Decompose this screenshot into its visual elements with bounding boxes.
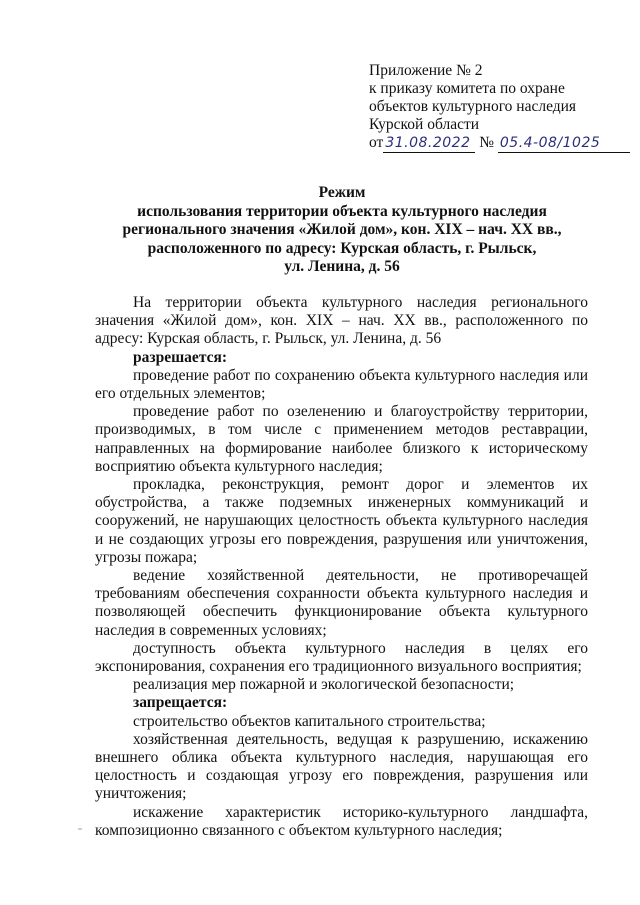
title-line-4: расположенного по адресу: Курская область, г. Рыльск, (147, 239, 537, 257)
order-date-number-line (369, 134, 629, 154)
appendix-order-line: к приказу комитета по охране (369, 80, 565, 97)
title-line-5: ул. Ленина, д. 56 (284, 258, 400, 275)
scan-speck (78, 828, 82, 830)
allowed-item-2: проведение работ по озеленению и благоустройству территории, производимых, в том числе с применением методов реставрации, направленных на формирование наиболее близкого к историческому восприятию объекта культурного наследия; (95, 403, 588, 475)
forbidden-item-2: хозяйственная деятельность, ведущая к разрушению, искажению внешнего облика объекта культурного наследия, нарушающая его целостность и создающая угрозу его повреждения, разрушения или уничтожения; (95, 730, 588, 803)
forbidden-item-1: строительство объектов капитального строительства; (133, 712, 486, 730)
title-line-1: Режим (318, 184, 366, 201)
document-body (95, 294, 588, 840)
document-title (96, 184, 588, 277)
allowed-item-1: проведение работ по сохранению объекта культурного наследия или его отдельных элементов; (95, 366, 588, 403)
order-date (383, 134, 475, 153)
order-number-handwritten: 05.4-08/1025 (499, 135, 601, 151)
from-prefix: от (369, 134, 384, 151)
forbidden-heading: запрещается: (133, 694, 228, 712)
appendix-number: Приложение № 2 (369, 62, 483, 79)
allowed-heading: разрешается: (133, 348, 228, 366)
order-number (498, 134, 630, 153)
number-prefix: № (479, 134, 494, 151)
appendix-committee-line: объектов культурного наследия (369, 98, 577, 115)
forbidden-item-3: искажение характеристик историко-культурного ландшафта, композиционно связанного с объектом культурного наследия; (95, 803, 588, 839)
intro-paragraph: На территории объекта культурного наследия регионального значения «Жилой дом», кон. XIX – нач. XX вв., расположенного по адресу: Курская область, г. Рыльск, ул. Ленина, д. 56 (95, 294, 588, 348)
allowed-item-3: прокладка, реконструкция, ремонт дорог и элементов их обустройства, а также подземных инженерных коммуникаций и сооружений, не нарушающих целостность объекта культурного наследия и не создающих угрозы его повреждения, разрушения или уничтожения, угрозы пожара; (95, 476, 588, 566)
allowed-item-5: доступность объекта культурного наследия в целях его экспонирования, сохранения его традиционного визуального восприятия; (95, 639, 588, 676)
title-line-3: регионального значения «Жилой дом», кон. XIX – нач. XX вв., (122, 221, 562, 238)
allowed-item-4: ведение хозяйственной деятельности, не противоречащей требованиям обеспечения сохранности объекта культурного наследия и позволяющей обеспечить функционирование объекта культурного наследия в современных условиях; (95, 567, 588, 639)
appendix-header (369, 62, 629, 154)
allowed-item-6: реализация мер пожарной и экологической безопасности; (133, 676, 515, 694)
title-line-2: использования территории объекта культурного наследия (137, 202, 547, 220)
appendix-region-line: Курской области (369, 116, 480, 133)
order-date-handwritten: 31.08.2022 (385, 135, 471, 151)
